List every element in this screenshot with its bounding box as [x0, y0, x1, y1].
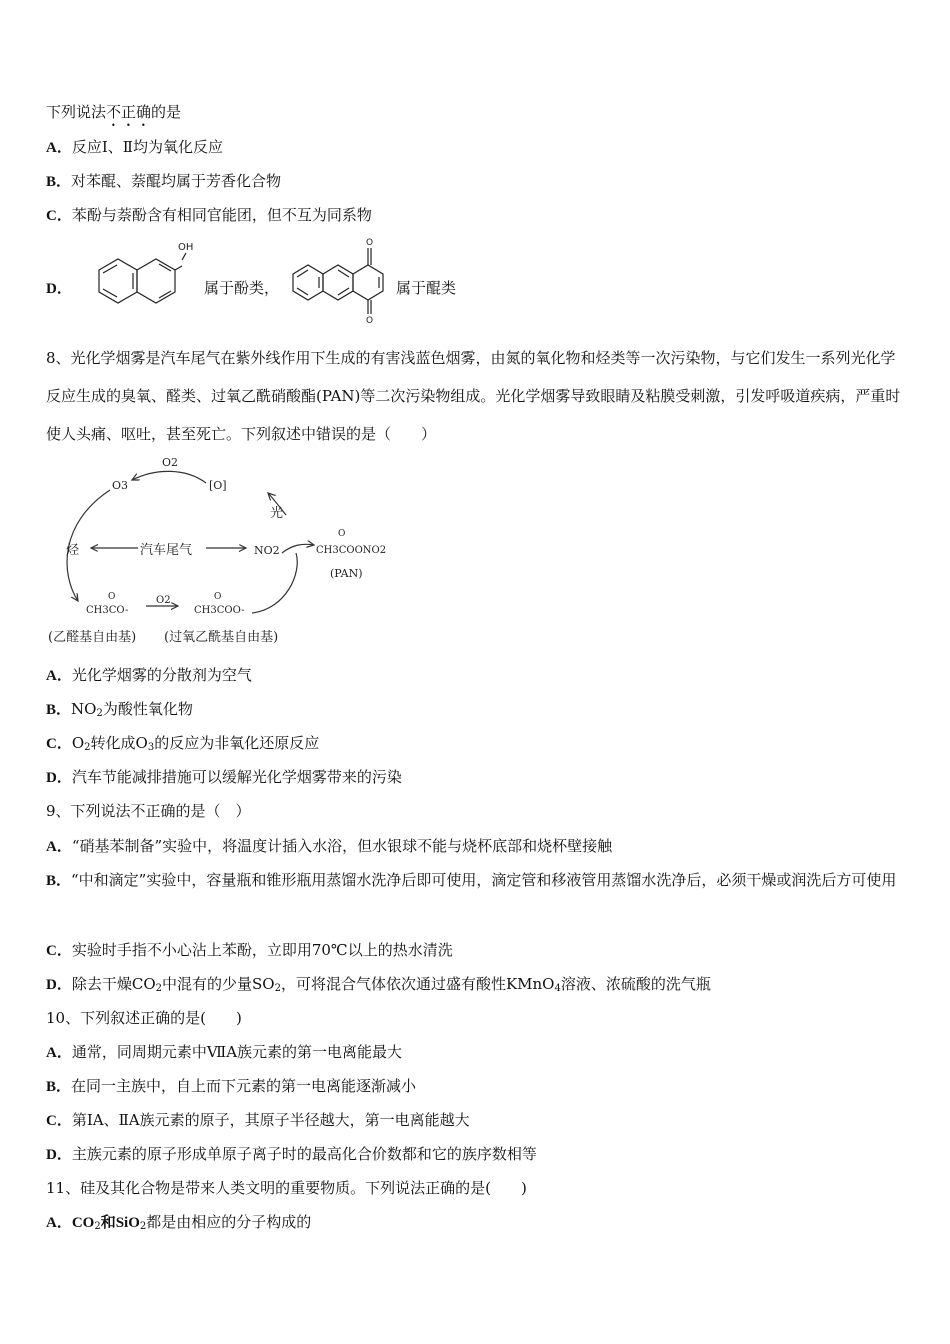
diagram-o3: O3	[112, 479, 129, 492]
diagram-no2: NO2	[254, 544, 280, 557]
quinone-o-top: O	[366, 238, 374, 248]
q10-option-b[interactable]: B．在同一主族中，自上而下元素的第一电离能逐渐减小	[46, 1077, 417, 1095]
q10-option-c[interactable]: C．第ⅠA、ⅡA族元素的原子，其原子半径越大，第一电离能越大	[46, 1111, 470, 1129]
diagram-pan-o: O	[338, 529, 346, 539]
q7-stem-emphasis: 不正确	[106, 103, 152, 121]
diagram-peroxy-name: (过氧乙酰基自由基)	[164, 630, 279, 645]
photochemical-smog-diagram	[46, 453, 396, 653]
q11-stem: 11、硅及其化合物是带来人类文明的重要物质。下列说法正确的是( )	[46, 1179, 527, 1197]
diagram-acetyl-o: O	[108, 592, 116, 602]
q7-option-d-text2: 属于醌类	[396, 279, 457, 297]
q9-option-d[interactable]: D．除去干燥$CO_2$中混有的少量$SO_2$，可将混合气体依次通过盛有酸性KMnO$_4$溶液、浓硫酸的洗气瓶	[46, 975, 711, 994]
q10-stem: 10、下列叙述正确的是( )	[46, 1009, 242, 1027]
diagram-peroxy-o: O	[214, 592, 222, 602]
q8-option-c[interactable]: C．$O_2$转化成$O_3$的反应为非氧化还原反应	[46, 734, 320, 753]
diagram-o2-top: O2	[162, 456, 179, 469]
q9-option-a[interactable]: A．“硝基苯制备”实验中，将温度计插入水浴，但水银球不能与烧杯底部和烧杯壁接触	[46, 837, 613, 855]
q7-stem: 下列说法不正确的是	[46, 103, 182, 121]
q9-option-b[interactable]: B．“中和滴定”实验中，容量瓶和锥形瓶用蒸馏水洗净后即可使用，滴定管和移液管用蒸馏水洗净后，必须干燥或润洗后方可使用	[46, 871, 897, 889]
diagram-exhaust: 汽车尾气	[140, 543, 193, 558]
diagram-acetyl-name: (乙醛基自由基)	[48, 630, 137, 645]
naphthoquinone-structure	[288, 234, 396, 324]
anthrol-oh-label: OH	[178, 242, 194, 253]
q7-option-d-text1: 属于酚类，	[204, 279, 280, 297]
q9-option-c[interactable]: C．实验时手指不小心沾上苯酚，立即用70℃以上的热水清洗	[46, 941, 453, 959]
diagram-o2-mid: O2	[156, 595, 171, 606]
diagram-acetyl: CH3CO-	[86, 605, 129, 616]
diagram-o-atom: [O]	[209, 479, 227, 492]
diagram-light: 光	[270, 506, 284, 521]
q7-option-c[interactable]: C．苯酚与萘酚含有相同官能团，但不互为同系物	[46, 206, 372, 224]
diagram-peroxy: CH3COO-	[194, 605, 245, 616]
q7-option-a[interactable]: A．反应Ⅰ、Ⅱ均为氧化反应	[46, 138, 223, 156]
q7-option-b[interactable]: B．对苯醌、萘醌均属于芳香化合物	[46, 172, 282, 190]
q8-option-a[interactable]: A．光化学烟雾的分散剂为空气	[46, 666, 252, 684]
q8-option-b[interactable]: B．$NO_2$为酸性氧化物	[46, 700, 193, 719]
diagram-pan-formula: CH3COONO2	[316, 545, 387, 556]
diagram-hydrocarbon: 烃	[66, 543, 80, 558]
q7-option-d-label[interactable]: D．	[46, 281, 72, 297]
q11-option-a[interactable]: A．$CO_2$和SiO$_2$都是由相应的分子构成的	[46, 1213, 312, 1232]
q8-stem: 8、光化学烟雾是汽车尾气在紫外线作用下生成的有害浅蓝色烟雾，由氮的氧化物和烃类等一次污染物，与它们发生一系列光化学反应生成的臭氧、醛类、过氧乙酰硝酸酯(PAN)等二次污染物组成。光化学烟雾导致眼睛及粘膜受刺激，引发呼吸道疾病，严重时使人头痛、呕吐，甚至死亡。下列叙述中错误的是（ ）	[46, 349, 901, 443]
anthrol-structure	[78, 238, 202, 320]
q10-option-a[interactable]: A．通常，同周期元素中ⅦA族元素的第一电离能最大	[46, 1043, 403, 1061]
q10-option-d[interactable]: D．主族元素的原子形成单原子离子时的最高化合价数都和它的族序数相等	[46, 1145, 537, 1163]
quinone-o-bottom: O	[366, 316, 374, 324]
diagram-pan-label: (PAN)	[330, 567, 363, 580]
q9-stem: 9、下列说法不正确的是（ ）	[46, 802, 251, 820]
q8-option-d[interactable]: D．汽车节能减排措施可以缓解光化学烟雾带来的污染	[46, 768, 402, 786]
